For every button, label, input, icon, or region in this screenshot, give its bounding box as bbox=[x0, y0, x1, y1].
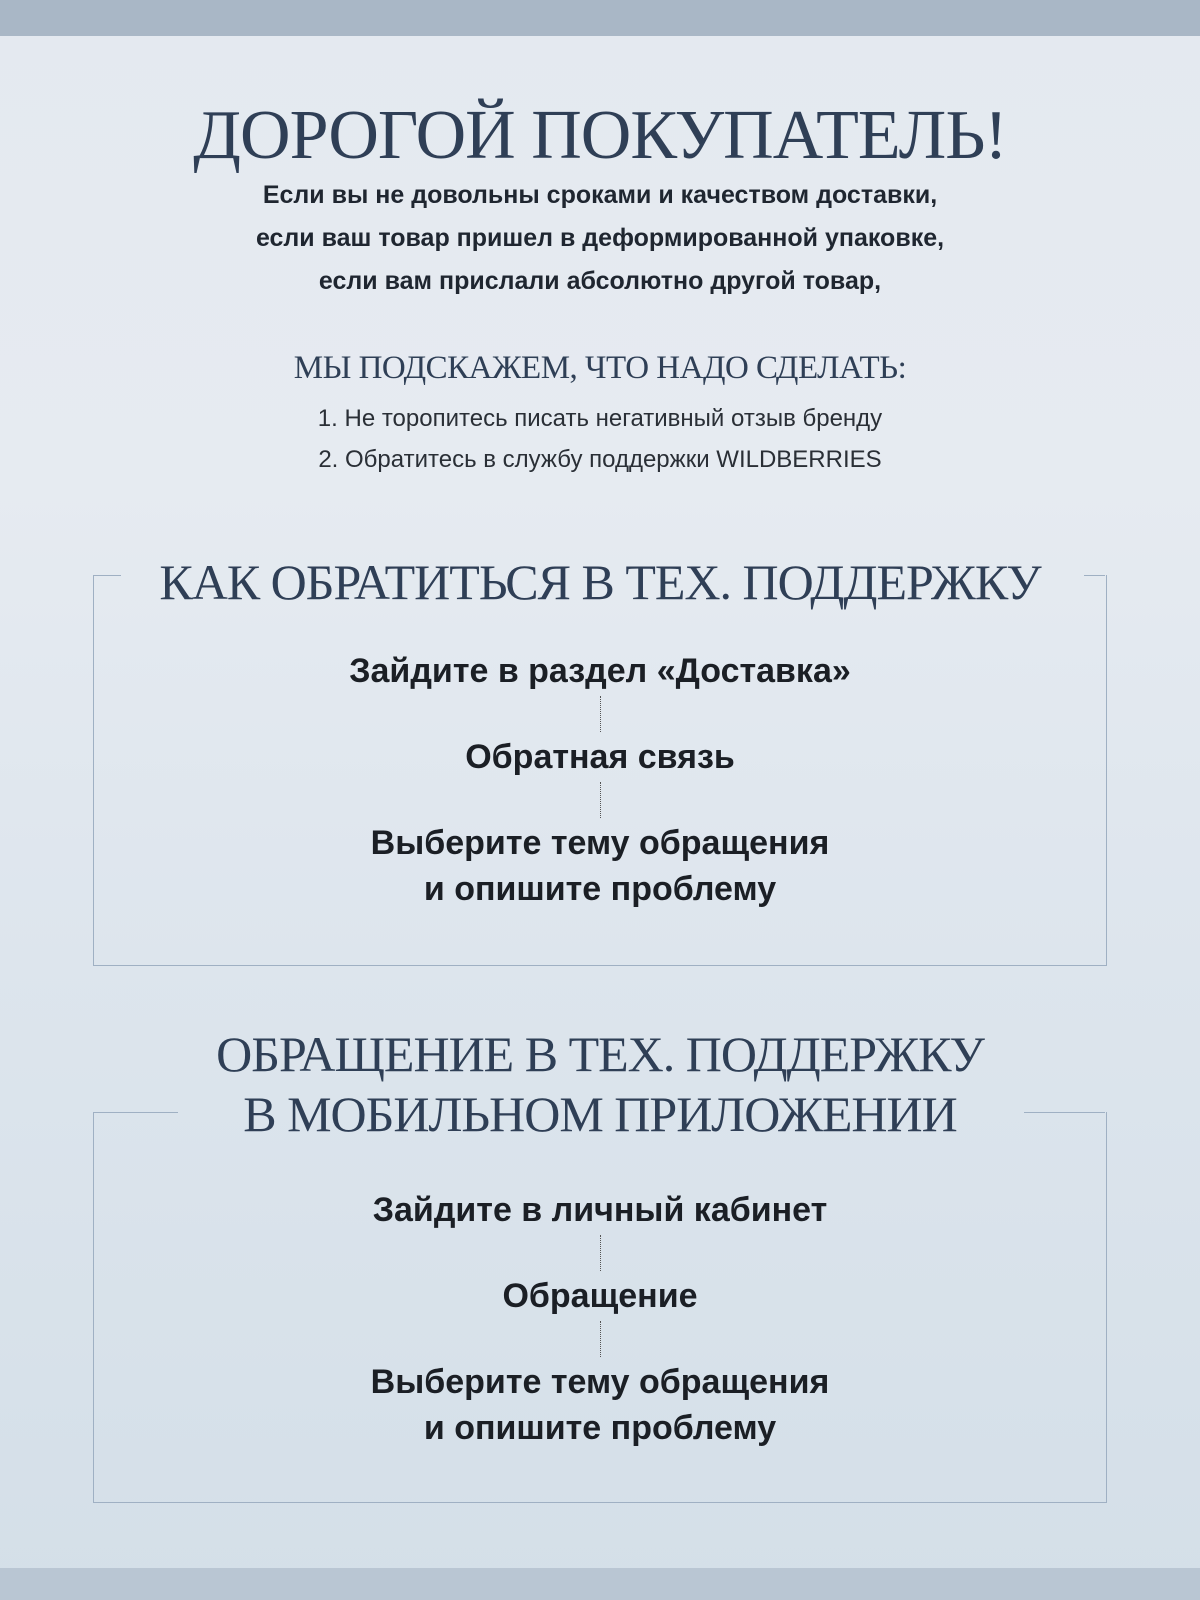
step-delivery-section: Зайдите в раздел «Доставка» bbox=[349, 652, 851, 690]
top-band bbox=[0, 0, 1200, 36]
mobile-steps bbox=[0, 1187, 1200, 1451]
step-connector bbox=[600, 782, 601, 818]
tips-list bbox=[0, 398, 1200, 480]
step-personal-account: Зайдите в личный кабинет bbox=[372, 1191, 828, 1229]
mobile-title-line: ОБРАЩЕНИЕ В ТЕХ. ПОДДЕРЖКУ bbox=[216, 1026, 984, 1082]
step-connector bbox=[600, 1321, 601, 1357]
step-connector bbox=[600, 1235, 601, 1271]
step-describe-problem: и опишите проблему bbox=[423, 1409, 777, 1447]
step-feedback: Обратная связь bbox=[465, 738, 735, 776]
lead-line: если ваш товар пришел в деформированной упаковке, bbox=[255, 224, 945, 252]
lead-line: если вам прислали абсолютно другой товар, bbox=[318, 267, 882, 295]
step-appeal: Обращение bbox=[502, 1277, 698, 1315]
step-choose-topic: Выберите тему обращения bbox=[370, 1363, 830, 1401]
page-title: ДОРОГОЙ ПОКУПАТЕЛЬ! bbox=[193, 97, 1007, 174]
mobile-title-line: В МОБИЛЬНОМ ПРИЛОЖЕНИИ bbox=[243, 1086, 957, 1142]
step-describe-problem: и опишите проблему bbox=[423, 870, 777, 908]
support-steps bbox=[0, 648, 1200, 912]
step-connector bbox=[600, 696, 601, 732]
lead-text bbox=[0, 174, 1200, 303]
step-choose-topic: Выберите тему обращения bbox=[370, 824, 830, 862]
bottom-band bbox=[0, 1568, 1200, 1600]
tip-item: 2. Обратитесь в службу поддержки WILDBERRIES bbox=[318, 446, 882, 473]
mobile-box-title bbox=[0, 1024, 1200, 1144]
tip-item: 1. Не торопитесь писать негативный отзыв бренду bbox=[317, 405, 883, 432]
advice-heading: МЫ ПОДСКАЖЕМ, ЧТО НАДО СДЕЛАТЬ: bbox=[293, 350, 907, 386]
lead-line: Если вы не довольны сроками и качеством доставки, bbox=[262, 181, 938, 209]
support-box-title: КАК ОБРАТИТЬСЯ В ТЕХ. ПОДДЕРЖКУ bbox=[159, 554, 1041, 610]
